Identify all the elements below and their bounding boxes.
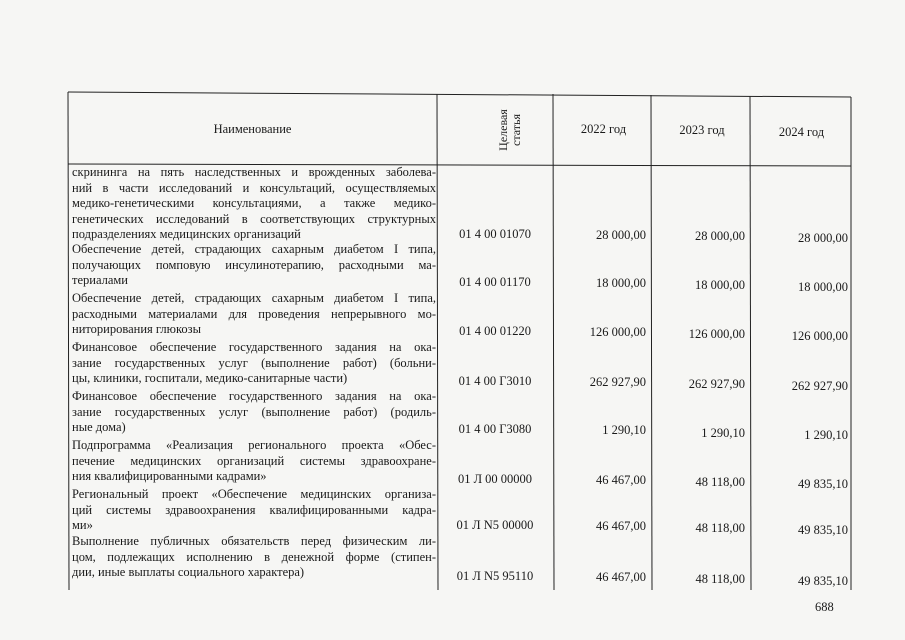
row-name-line: подразделениях медицинских организаций <box>72 227 301 241</box>
row-value-2023: 48 118,00 <box>695 475 745 489</box>
row-code: 01 Л N5 95110 <box>456 569 534 583</box>
row-value-2024: 49 835,10 <box>798 477 848 491</box>
row-value-2023: 48 118,00 <box>695 521 745 535</box>
row-value-2022: 46 467,00 <box>596 570 646 584</box>
row-value-2023: 48 118,00 <box>695 572 745 586</box>
row-value-2024: 126 000,00 <box>791 329 848 343</box>
row-name-line: ниторирования глюкозы <box>72 322 201 336</box>
row-name-line: ний в части исследований и консультаций, осуществляемых <box>72 180 436 195</box>
row-code: 01 4 00 01170 <box>459 275 531 289</box>
row-value-2023: 1 290,10 <box>701 426 745 440</box>
row-name <box>72 242 436 289</box>
table-top-border <box>68 92 851 97</box>
row-value-2023: 28 000,00 <box>695 229 745 243</box>
row-code: 01 4 00 01070 <box>459 227 531 241</box>
row-value-2022: 46 467,00 <box>596 473 646 487</box>
row-value-2024: 28 000,00 <box>798 231 848 245</box>
row-name-line: Региональный проект «Обеспечение медицинских организа- <box>72 487 436 501</box>
row-value-2024: 49 835,10 <box>798 523 848 537</box>
row-name-line: генетических исследований в соответствующих структурных <box>72 211 436 226</box>
row-value-2022: 28 000,00 <box>596 228 646 242</box>
row-name-line: расходными материалами для проведения непрерывного мо- <box>72 306 436 321</box>
row-name-line: Обеспечение детей, страдающих сахарным диабетом I типа, <box>72 291 436 305</box>
row-name-line: ния квалифицированными кадрами» <box>72 469 267 483</box>
row-name-line: цом, подлежащих исполнению в денежной форме (стипен- <box>72 549 436 564</box>
row-name-line: Подпрограмма «Реализация регионального проекта «Обес- <box>72 438 436 452</box>
row-value-2023: 18 000,00 <box>695 278 745 292</box>
col-line-2023 <box>750 96 751 590</box>
row-name <box>72 487 436 534</box>
row-value-2024: 18 000,00 <box>798 280 848 294</box>
row-code: 01 4 00 Г3080 <box>458 422 532 436</box>
header-name: Наименование <box>213 122 292 137</box>
row-name-line: Финансовое обеспечение государственного задания на ока- <box>72 389 436 403</box>
row-name-line: териалами <box>72 273 128 287</box>
row-value-2022: 46 467,00 <box>596 519 646 533</box>
row-name-line: печение медицинских организаций системы здравоохране- <box>72 453 436 468</box>
row-code: 01 Л 00 00000 <box>457 472 533 486</box>
row-value-2023: 126 000,00 <box>688 327 745 341</box>
row-name <box>72 340 436 387</box>
row-value-2022: 1 290,10 <box>602 423 646 437</box>
row-value-2024: 262 927,90 <box>791 379 848 393</box>
row-name-line: зание государственных услуг (выполнение работ) (родиль- <box>72 404 436 419</box>
page-number: 688 <box>815 600 834 614</box>
row-name-line: ми» <box>72 518 93 532</box>
row-value-2022: 126 000,00 <box>589 325 646 339</box>
row-name <box>72 438 436 485</box>
row-name-line: Выполнение публичных обязательств перед физическим ли- <box>72 534 436 548</box>
row-code: 01 4 00 01220 <box>459 324 531 338</box>
row-code: 01 Л N5 00000 <box>456 518 534 532</box>
col-line-name <box>437 94 438 590</box>
row-name-line: Финансовое обеспечение государственного задания на ока- <box>72 340 436 354</box>
row-name <box>72 534 436 581</box>
row-name-line: ций системы здравоохранения квалифицированными кадра- <box>72 502 436 517</box>
header-2022: 2022 год <box>580 122 627 137</box>
row-code: 01 4 00 Г3010 <box>458 374 532 388</box>
row-name-line: дии, иные выплаты социального характера) <box>72 565 305 579</box>
col-line-left <box>68 92 69 590</box>
col-line-2022 <box>651 95 652 590</box>
header-2023: 2023 год <box>679 123 725 138</box>
row-name <box>72 165 436 243</box>
row-name <box>72 291 436 338</box>
row-name-line: скрининга на пять наследственных и врожденных заболева- <box>72 165 436 179</box>
row-value-2024: 49 835,10 <box>798 574 848 588</box>
header-target-article-text: Целевая статья <box>495 109 523 151</box>
row-value-2024: 1 290,10 <box>804 428 848 442</box>
header-2024: 2024 год <box>778 125 825 140</box>
row-name-line: медико-генетическими консультациями, а также медико- <box>72 196 436 210</box>
col-line-code <box>553 94 554 590</box>
row-name-line: Обеспечение детей, страдающих сахарным диабетом I типа, <box>72 242 436 256</box>
row-name-line: зание государственных услуг (выполнение работ) (больни- <box>72 355 436 370</box>
row-value-2022: 18 000,00 <box>596 276 646 290</box>
row-name-line: цы, клиники, госпитали, медико-санитарные части) <box>72 371 348 385</box>
row-name-line: получающих помповую инсулинотерапию, расходными ма- <box>72 257 436 272</box>
header-target-article <box>470 95 550 165</box>
row-name <box>72 389 436 436</box>
row-value-2022: 262 927,90 <box>589 375 646 389</box>
row-name-line: ные дома) <box>72 420 126 434</box>
row-value-2023: 262 927,90 <box>688 377 745 391</box>
